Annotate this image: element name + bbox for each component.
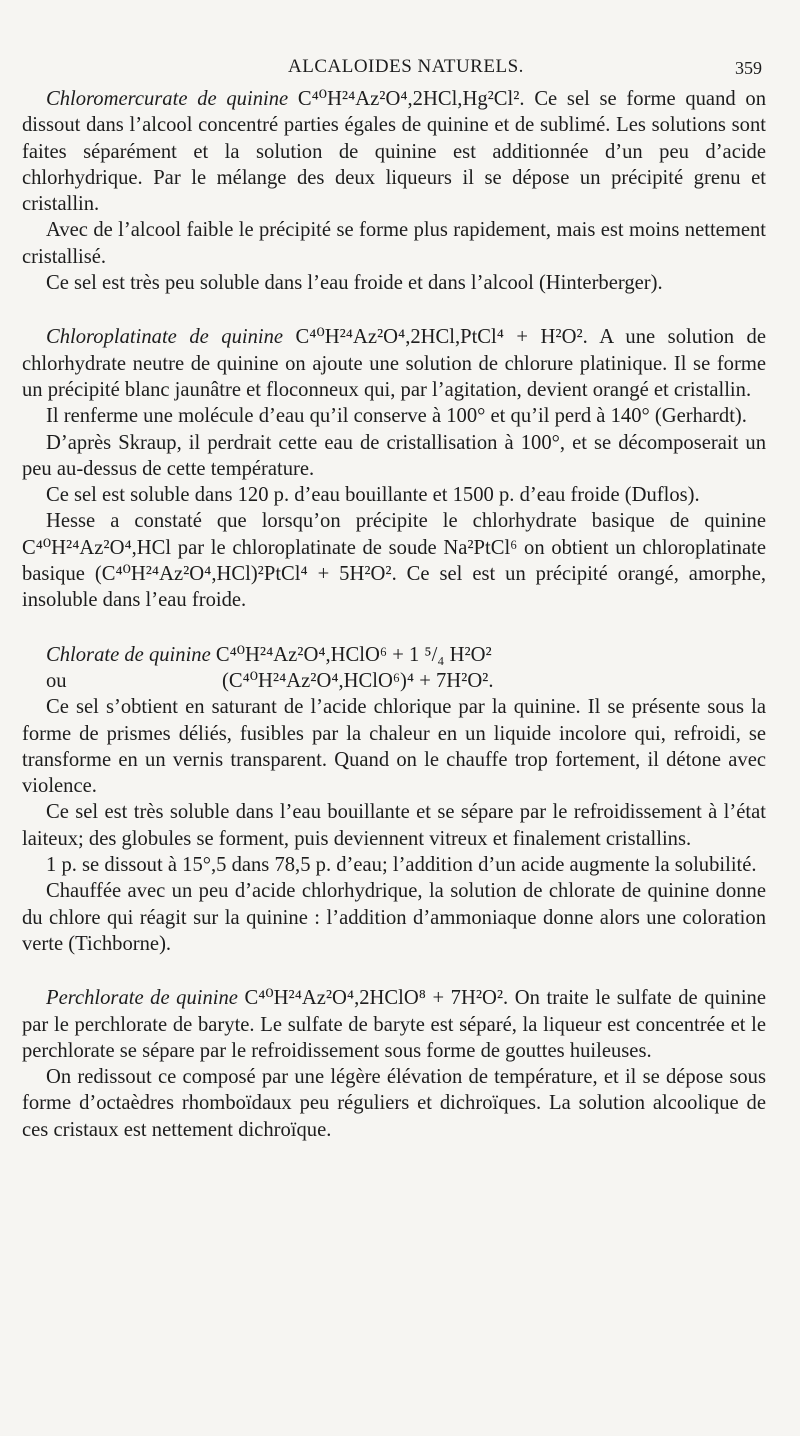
chlorate-heading-line — [22, 642, 766, 668]
chlorate-or-word: ou — [46, 669, 67, 692]
chloromercurate-text-2: Avec de l’alcool faible le précipité se forme plus rapidement, mais est moins nettement cristallisé. — [22, 219, 766, 268]
page-header — [0, 52, 800, 82]
chlorate-formula: C⁴⁰H²⁴Az²O⁴,HClO⁶ + 1 ⁵/₄ H²O² — [210, 643, 492, 666]
chlorate-text-4: Chauffée avec un peu d’acide chlorhydrique, la solution de chlorate de quinine donne du chlore qui réagit sur la quinine : l’addition d’ammoniaque donne alors une coloration verte (Tichborne). — [22, 880, 766, 955]
chloroplatinate-text-3: D’après Skraup, il perdrait cette eau de cristallisation à 100°, et se décomposerait un peu au-dessus de cette température. — [22, 431, 766, 480]
perchlorate-formula: C⁴⁰H²⁴Az²O⁴,2HClO⁸ + 7H²O². — [237, 987, 515, 1010]
section-heading-perchlorate: Perchlorate de quinine — [46, 987, 238, 1010]
perchlorate-text-1: On traite le sulfate de quinine par le perchlorate de baryte. Le sulfate de baryte est séparé, la liqueur est concentrée et le perchlorate se sépare par le refroidissement sous forme de gouttes huileuses. — [22, 987, 766, 1062]
chloroplatinate-paragraph — [22, 324, 766, 403]
chloromercurate-text-3: Ce sel est très peu soluble dans l’eau froide et dans l’alcool (Hinterberger). — [46, 272, 663, 295]
chloroplatinate-text-1: A une solution de chlorhydrate neutre de quinine on ajoute une solution de chlorure platinique. Il se forme un précipité blanc jaunâtre et floconneux qui, par l’agitation, devient orangé et cristallin. — [22, 326, 766, 401]
page-number: 359 — [735, 58, 762, 78]
chloroplatinate-text-5: Hesse a constaté que lorsqu’on précipite le chlorhydrate basique de quinine C⁴⁰H²⁴Az²O⁴,HCl par le chloroplatinate de soude Na²PtCl⁶ on obtient un chloroplatinate basique (C⁴⁰H²⁴Az²O⁴,HCl)²PtCl⁴ + 5H²O². Ce sel est un précipité orangé, amorphe, insoluble dans l’eau froide. — [22, 510, 766, 612]
perchlorate-text-2: On redissout ce composé par une légère élévation de température, et il se dépose sous forme d’octaèdres rhomboïdaux peu réguliers et dichroïques. La solution alcoolique de ces cristaux est nettement dichroïque. — [22, 1066, 766, 1141]
chlorate-text-3: 1 p. se dissout à 15°,5 dans 78,5 p. d’eau; l’addition d’un acide augmente la solubilité. — [46, 854, 757, 877]
body-text — [22, 86, 766, 1143]
section-heading-chloromercurate: Chloromercurate de quinine — [46, 88, 289, 110]
chloroplatinate-formula: C⁴⁰H²⁴Az²O⁴,2HCl,PtCl⁴ + H²O². — [283, 326, 600, 349]
chlorate-text-2: Ce sel est très soluble dans l’eau bouillante et se sépare par le refroidissement à l’état laiteux; des globules se forment, puis deviennent vitreux et finalement cristallins. — [22, 801, 766, 850]
running-title: ALCALOIDES NATURELS. — [288, 56, 524, 77]
chloroplatinate-text-4: Ce sel est soluble dans 120 p. d’eau bouillante et 1500 p. d’eau froide (Duflos). — [46, 484, 700, 507]
section-heading-chlorate: Chlorate de quinine — [46, 643, 211, 666]
perchlorate-paragraph — [22, 985, 766, 1064]
section-heading-chloroplatinate: Chloroplatinate de quinine — [46, 326, 284, 349]
chlorate-formula-alt: (C⁴⁰H²⁴Az²O⁴,HClO⁶)⁴ + 7H²O². — [222, 669, 494, 692]
chlorate-formula-alt-line — [22, 668, 766, 694]
chloroplatinate-text-2: Il renferme une molécule d’eau qu’il conserve à 100° et qu’il perd à 140° (Gerhardt). — [46, 405, 747, 428]
chloromercurate-text-1: Ce sel se forme quand on dissout dans l’alcool concentré parties égales de quinine et de sublimé. Les solutions sont faites séparément et la solution de quinine est additionnée d’un peu d’acide chlorhydrique. Par le mélange des deux liqueurs il se dépose un précipité grenu et cristallin. — [22, 88, 766, 216]
chloromercurate-paragraph — [22, 86, 766, 217]
chlorate-text-1: Ce sel s’obtient en saturant de l’acide chlorique par la quinine. Il se présente sous la forme de prismes déliés, fusibles par la chaleur en un liquide incolore qui, refroidi, se transforme en un vernis transparent. Quand on le chauffe trop fortement, il détone avec violence. — [22, 696, 766, 798]
chloromercurate-formula: C⁴⁰H²⁴Az²O⁴,2HCl,Hg²Cl². — [288, 88, 535, 110]
